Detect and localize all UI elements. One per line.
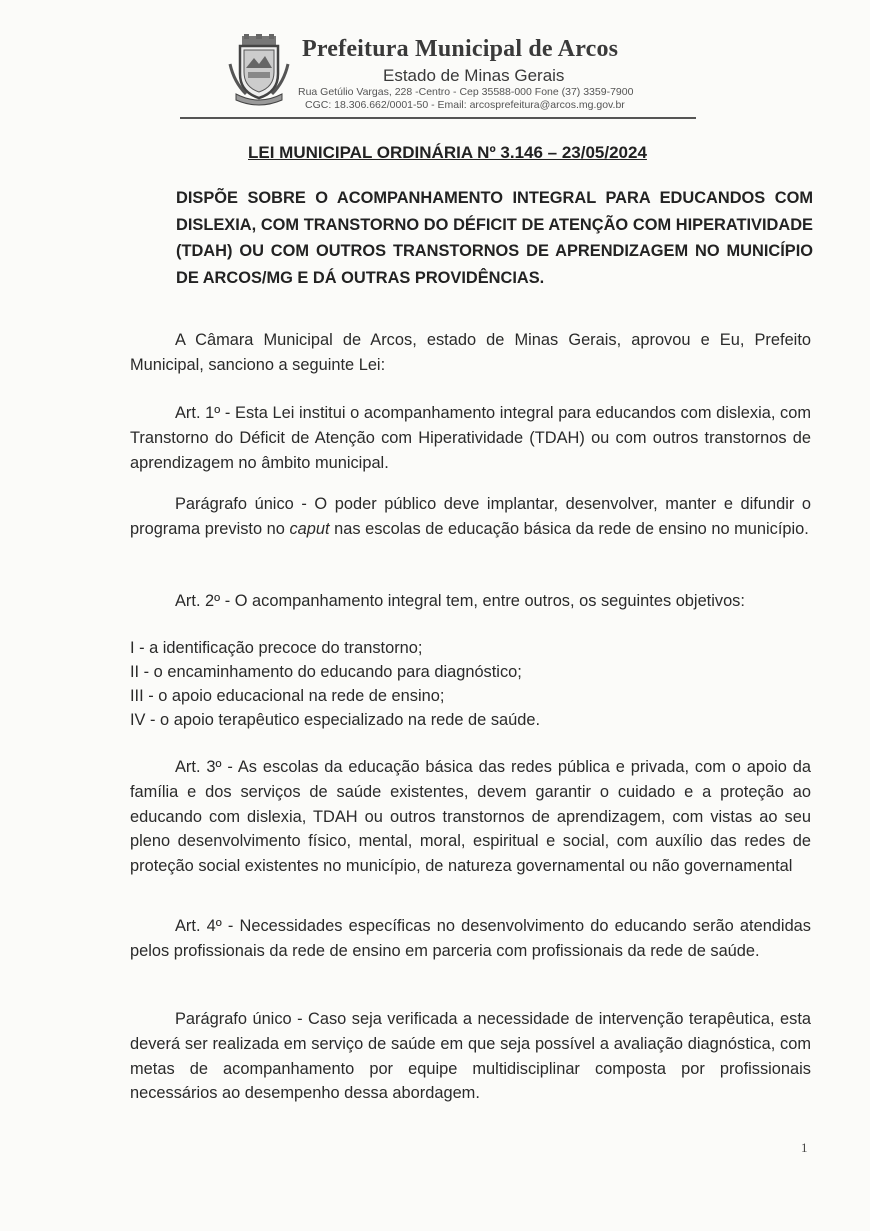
list-item: III - o apoio educacional na rede de ensino;	[130, 687, 445, 705]
article-2	[130, 589, 811, 614]
list-item: I - a identificação precoce do transtorno;	[130, 639, 423, 657]
article-4-text: Art. 4º - Necessidades específicas no desenvolvimento do educando serão atendidas pelos profissionais da rede de ensino em parceria com profissionais da rede de saúde.	[130, 917, 811, 960]
header-divider	[180, 117, 696, 119]
article-4-paragraph	[130, 1007, 811, 1106]
preamble	[130, 328, 811, 378]
article-1	[130, 401, 811, 475]
list-item: II - o encaminhamento do educando para diagnóstico;	[130, 663, 522, 681]
article-2-text: Art. 2º - O acompanhamento integral tem, entre outros, os seguintes objetivos:	[175, 592, 745, 610]
preamble-text: A Câmara Municipal de Arcos, estado de Minas Gerais, aprovou e Eu, Prefeito Municipal, sanciono a seguinte Lei:	[130, 331, 811, 374]
header-address: Rua Getúlio Vargas, 228 -Centro - Cep 35588-000 Fone (37) 3359-7900	[298, 86, 634, 98]
article-4-paragraph-text: Parágrafo único - Caso seja verificada a necessidade de intervenção terapêutica, esta deverá ser realizada em serviço de saúde em que seja possível a avaliação diagnóstica, com metas de acompanhamento por equipe multidisciplinar composta por profissionais necessários ao desempenho dessa abordagem.	[130, 1010, 811, 1103]
article-1-text: Art. 1º - Esta Lei institui o acompanhamento integral para educandos com dislexia, com Transtorno do Déficit de Atenção com Hiperatividade (TDAH) ou com outros transtornos de aprendizagem no âmbito municipal.	[130, 404, 811, 472]
header-cgc: CGC: 18.306.662/0001-50 - Email: arcosprefeitura@arcos.mg.gov.br	[305, 99, 625, 111]
list-item: IV - o apoio terapêutico especializado na rede de saúde.	[130, 711, 541, 729]
article-1-paragraph	[130, 492, 811, 542]
page-number: 1	[801, 1140, 808, 1155]
coat-of-arms-icon	[228, 34, 290, 106]
article-1-paragraph-before: Parágrafo único - O poder público deve implantar, desenvolver, manter e difundir o programa previsto no	[130, 495, 811, 538]
law-ementa: DISPÕE SOBRE O ACOMPANHAMENTO INTEGRAL PARA EDUCANDOS COM DISLEXIA, COM TRANSTORNO DO DÉFICIT DE ATENÇÃO COM HIPERATIVIDADE (TDAH) OU COM OUTROS TRANSTORNOS DE APRENDIZAGEM NO MUNICÍPIO DE ARCOS/MG E DÁ OUTRAS PROVIDÊNCIAS.	[176, 189, 813, 287]
header-title: Prefeitura Municipal de Arcos	[302, 36, 619, 62]
article-1-paragraph-after: nas escolas de educação básica da rede de ensino no município.	[329, 519, 809, 538]
law-title: LEI MUNICIPAL ORDINÁRIA Nº 3.146 – 23/05/2024	[248, 143, 647, 162]
article-3-text: Art. 3º - As escolas da educação básica das redes pública e privada, com o apoio da família e dos serviços de saúde existentes, devem garantir o cuidado e a proteção ao educando com dislexia, TDAH ou outros transtornos de aprendizagem, com vistas ao seu pleno desenvolvimento físico, mental, moral, espiritual e social, com auxílio das redes de proteção social existentes no município, de natureza governamental ou não governamental	[130, 758, 811, 876]
article-3	[130, 755, 811, 879]
article-2-list	[130, 636, 810, 732]
header-state: Estado de Minas Gerais	[383, 66, 565, 85]
article-1-paragraph-italic: caput	[289, 519, 330, 538]
article-4	[130, 914, 811, 964]
